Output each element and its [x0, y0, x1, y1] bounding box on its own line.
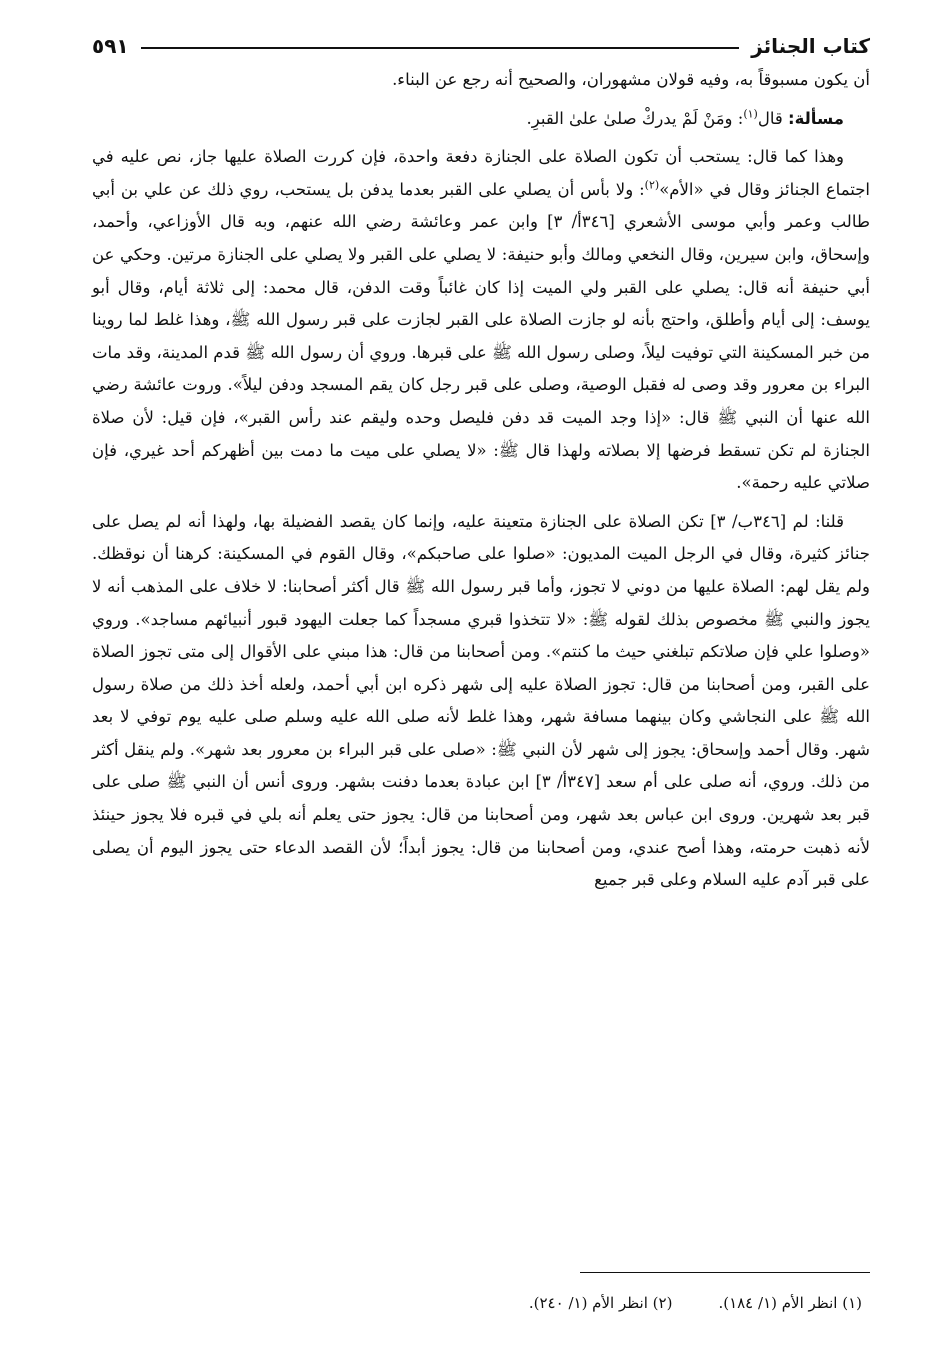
document-page: [92, 28, 870, 1348]
masala-text-post: : ومَنْ لَمْ يدركْ صلىٰ علىٰ القبرِ.: [526, 108, 744, 128]
body-text: [92, 64, 870, 897]
header-rule: [141, 47, 740, 49]
chapter-title: كتاب الجنائز: [751, 34, 870, 58]
masala-text-pre: قال: [757, 108, 788, 128]
footnote-separator: [580, 1272, 870, 1273]
page-number: ٥٩١: [92, 34, 129, 58]
footnote-ref-2: (٢): [644, 178, 660, 192]
footnote-2: (٢) انظر الأم (١/ ٢٤٠).: [528, 1294, 673, 1312]
paragraph-continuation: أن يكون مسبوقاً به، وفيه قولان مشهوران، والصحيح أنه رجع عن البناء.: [392, 70, 870, 89]
commentary-text-part1: وهذا كما قال: يستحب أن تكون الصلاة على الجنازة دفعة واحدة، فإن كررت الصلاة عليها جاز، نص عليه في اجتماع الجنائز وقال في «الأم»: [92, 147, 870, 199]
masala-paragraph: [92, 103, 870, 136]
footnote-ref-1: (١): [743, 107, 758, 121]
footnote-1: (١) انظر الأم (١/ ١٨٤).: [718, 1294, 862, 1312]
commentary-text-part2: : ولا بأس أن يصلي على القبر بعدما يدفن بل يستحب، روي ذلك عن علي بن أبي طالب وعمر وأبي موسى الأشعري [٣٤٦أ/ ٣] وابن عمر وعائشة رضي الله عنهم، وبه قال الأوزاعي، وأحمد، وإسحاق، وابن سيرين، وقال النخعي ومالك وأبو حنيفة: لا يصلي على القبر ولا يصلي على الجنازة مرتين. وحكي عن أبي حنيفة أنه قال: يصلي على القبر ولي الميت إذا كان غائباً وقت الدفن، قال محمد: إلى ثلاثة أيام، وقال أبو يوسف: إلى أيام وأطلق، واحتج بأنه لو جازت الصلاة على القبر لجازت على قبر رسول الله ﷺ، وهذا غلط لما روينا من خبر المسكينة التي توفيت ليلاً، وصلى رسول الله ﷺ على قبرها. وروي أن رسول الله ﷺ قدم المدينة، وقد مات البراء بن معرور وقد وصى له فقبل الوصية، وصلى على قبر رجل كان يقم المسجد ودفن ليلاً». وروت عائشة رضي الله عنها أن النبي ﷺ قال: «إذا وجد الميت قد دفن فليصل وحده وليقم عند رأس القبر»، فإن قيل: لأن صلاة الجنازة لم تكن تسقط فرضها إلا بصلاته ولهذا قال ﷺ: «لا يصلي على ميت ما دمت بين أظهركم أحد غيري، فإن صلاتي عليه رحمة».: [92, 179, 870, 493]
masala-label: مسألة:: [787, 108, 844, 128]
commentary-paragraph: [92, 141, 870, 500]
response-paragraph: قلنا: لم [٣٤٦ب/ ٣] تكن الصلاة على الجنازة متعينة عليه، وإنما كان يقصد الفضيلة بها، ولهذا أنه لم يصل على جنائز كثيرة، وقال في الرجل الميت المديون: «صلوا على صاحبكم»، وقال القوم في المسكينة: كرهنا أن نوقظك. ولم يقل لهم: الصلاة عليها من دوني لا تجوز، وأما قبر رسول الله ﷺ قال أكثر أصحابنا: لا خلاف على المذهب أنه لا يجوز والنبي ﷺ مخصوص بذلك لقوله ﷺ: «لا تتخذوا قبري مسجداً كما جعلت اليهود قبور أنبيائهم مساجد». وروي «وصلوا علي فإن صلاتكم تبلغني حيث ما كنتم». ومن أصحابنا من قال: هذا مبني على الأقوال إلى متى تجوز الصلاة على القبر، ومن أصحابنا من قال: تجوز الصلاة عليه إلى شهر ذكره ابن أبي أحمد، ولعله أخذ ذلك من صلاة رسول الله ﷺ على النجاشي وكان بينهما مسافة شهر، وهذا غلط لأنه صلى الله عليه وسلم صلى عليه يوم توفي لا بعد شهر. وقال أحمد وإسحاق: يجوز إلى شهر لأن النبي ﷺ: «صلى على قبر البراء بن معرور بعد شهر». ولم ينقل أكثر من ذلك. وروي، أنه صلى على أم سعد [٣٤٧أ/ ٣] ابن عبادة بعدما دفنت بشهر. وروى أنس أن النبي ﷺ صلى على قبر بعد شهرين. وروى ابن عباس بعد شهر، ومن أصحابنا من قال: يجوز حتى يعلم أنه بلي في قبره فلا يجوز حينئذ لأنه ذهبت حرمته، وهذا أصح عندي، ومن أصحابنا من قال: يجوز أبداً؛ لأن القصد الدعاء حتى يجوز اليوم أن يصلى على قبر آدم عليه السلام وعلى قبر جميع: [92, 511, 871, 890]
running-header: [92, 28, 870, 64]
footnotes: [92, 1290, 862, 1316]
